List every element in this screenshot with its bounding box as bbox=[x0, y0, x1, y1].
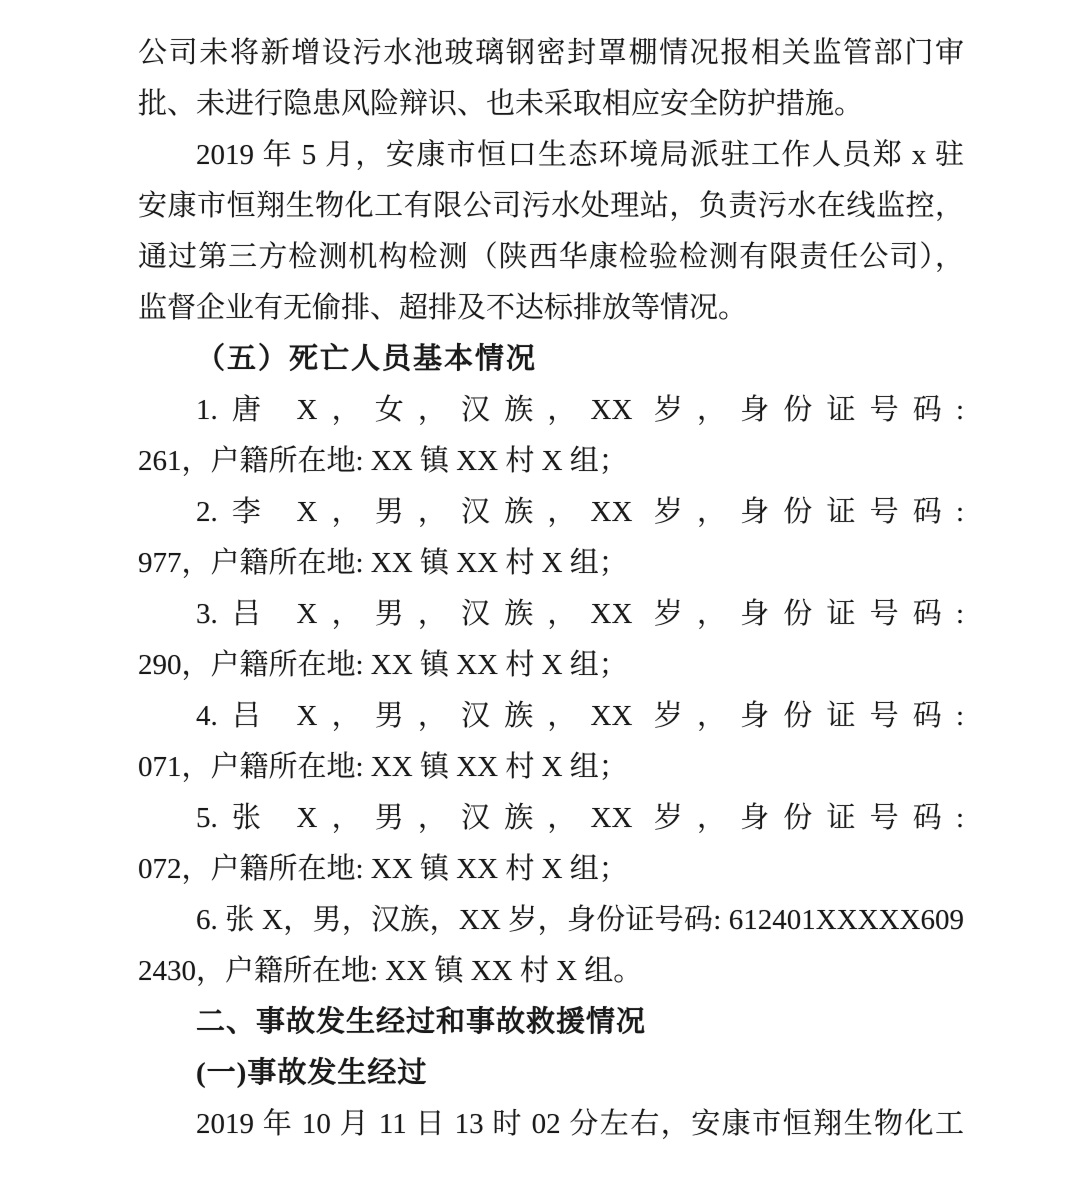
section-heading-deceased-info: （五）死亡人员基本情况 bbox=[196, 343, 538, 375]
text-line: 安康市恒翔生物化工有限公司污水处理站，负责污水在线监控， bbox=[138, 190, 964, 222]
text-line: 071，户籍所在地: XX 镇 XX 村 X 组； bbox=[138, 751, 628, 783]
text-line: 公司未将新增设污水池玻璃钢密封罩棚情况报相关监管部门审 bbox=[138, 37, 964, 69]
text-line: 5.张 X，男，汉族，XX 岁，身份证号码: bbox=[196, 802, 964, 834]
text-line: 072，户籍所在地: XX 镇 XX 村 X 组； bbox=[138, 853, 628, 885]
text-line: 通过第三方检测机构检测（陕西华康检验检测有限责任公司）， bbox=[138, 241, 964, 273]
text-line: 6. 张 X，男，汉族，XX 岁，身份证号码: 612401XXXXX609 bbox=[196, 904, 964, 936]
text-line: 4.吕 X，男，汉族，XX 岁，身份证号码: bbox=[196, 700, 964, 732]
text-line: 2430，户籍所在地: XX 镇 XX 村 X 组。 bbox=[138, 955, 643, 987]
section-heading-accident-course-rescue: 二、事故发生经过和事故救援情况 bbox=[196, 1006, 647, 1038]
text-line: 2019 年 5 月，安康市恒口生态环境局派驻工作人员郑 x 驻 bbox=[196, 139, 964, 171]
subsection-heading-accident-course: (一)事故发生经过 bbox=[196, 1057, 428, 1089]
text-line: 261，户籍所在地: XX 镇 XX 村 X 组； bbox=[138, 445, 628, 477]
document-body bbox=[138, 28, 964, 1150]
text-line: 监督企业有无偷排、超排及不达标排放等情况。 bbox=[138, 292, 748, 324]
text-line: 2.李 X，男，汉族，XX 岁，身份证号码: bbox=[196, 496, 964, 528]
text-line: 290，户籍所在地: XX 镇 XX 村 X 组； bbox=[138, 649, 628, 681]
text-line: 1.唐 X，女，汉族，XX 岁，身份证号码: bbox=[196, 394, 964, 426]
text-line: 批、未进行隐患风险辩识、也未采取相应安全防护措施。 bbox=[138, 88, 864, 120]
text-line: 3.吕 X，男，汉族，XX 岁，身份证号码: bbox=[196, 598, 964, 630]
text-line: 2019 年 10 月 11 日 13 时 02 分左右，安康市恒翔生物化工 bbox=[196, 1108, 964, 1140]
text-line: 977，户籍所在地: XX 镇 XX 村 X 组； bbox=[138, 547, 628, 579]
